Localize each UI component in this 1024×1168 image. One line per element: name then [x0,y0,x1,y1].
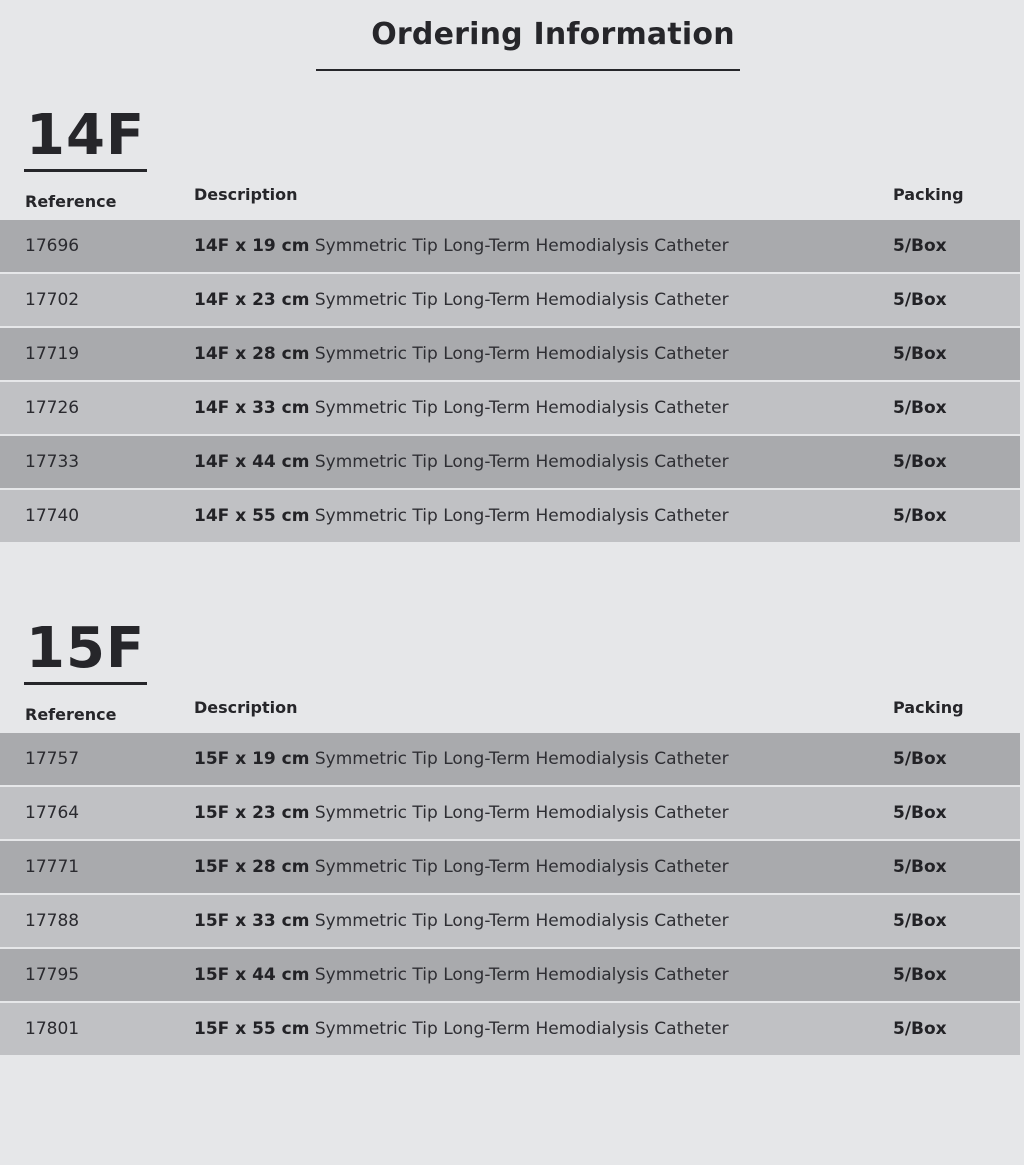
table-row [0,895,1020,947]
column-header-reference: Reference [25,192,117,211]
description-text: Symmetric Tip Long-Term Hemodialysis Catheter [309,1019,729,1039]
table-row [0,841,1020,893]
description-size: 14F x 23 cm [194,290,310,310]
size-heading [24,616,147,685]
description-text: Symmetric Tip Long-Term Hemodialysis Catheter [309,344,729,364]
table-row [0,787,1020,839]
table-header-row [0,185,1024,211]
size-heading-label: 15F [26,616,146,681]
description-size: 14F x 33 cm [194,398,310,418]
table-row [0,274,1020,326]
description-text: Symmetric Tip Long-Term Hemodialysis Catheter [309,911,729,931]
table-row [0,328,1020,380]
description-text: Symmetric Tip Long-Term Hemodialysis Catheter [309,290,729,310]
reference-cell: 17757 [25,749,80,769]
description-size: 14F x 28 cm [194,344,310,364]
reference-cell: 17733 [25,452,80,472]
description-size: 15F x 55 cm [194,1019,310,1039]
packing-cell: 5/Box [893,803,947,823]
packing-cell: 5/Box [893,506,947,526]
table-row [0,220,1020,272]
description-text: Symmetric Tip Long-Term Hemodialysis Catheter [309,749,729,769]
description-cell [194,506,893,526]
packing-cell: 5/Box [893,1019,947,1039]
description-cell [194,749,893,769]
description-cell [194,965,893,985]
description-cell [194,452,893,472]
reference-cell: 17726 [25,398,80,418]
reference-cell: 17795 [25,965,80,985]
reference-cell: 17764 [25,803,80,823]
packing-cell: 5/Box [893,452,947,472]
table-rows [0,733,1020,1055]
page-title: Ordering Information [371,17,735,52]
packing-cell: 5/Box [893,857,947,877]
title-underline [316,69,740,71]
packing-cell: 5/Box [893,911,947,931]
description-size: 15F x 44 cm [194,965,310,985]
description-text: Symmetric Tip Long-Term Hemodialysis Catheter [309,236,729,256]
description-size: 14F x 55 cm [194,506,310,526]
description-text: Symmetric Tip Long-Term Hemodialysis Catheter [309,857,729,877]
packing-cell: 5/Box [893,344,947,364]
reference-cell: 17740 [25,506,80,526]
reference-cell: 17801 [25,1019,80,1039]
table-rows [0,220,1020,542]
description-size: 15F x 33 cm [194,911,310,931]
description-text: Symmetric Tip Long-Term Hemodialysis Catheter [309,803,729,823]
description-cell [194,398,893,418]
column-header-packing: Packing [893,698,964,717]
packing-cell: 5/Box [893,965,947,985]
description-text: Symmetric Tip Long-Term Hemodialysis Catheter [309,965,729,985]
column-header-description: Description [194,698,298,717]
packing-cell: 5/Box [893,749,947,769]
table-row [0,949,1020,1001]
size-heading [24,103,147,172]
packing-cell: 5/Box [893,236,947,256]
description-cell [194,803,893,823]
description-cell [194,236,893,256]
reference-cell: 17702 [25,290,80,310]
reference-cell: 17771 [25,857,80,877]
description-cell [194,857,893,877]
table-header-row [0,698,1024,724]
description-text: Symmetric Tip Long-Term Hemodialysis Catheter [309,452,729,472]
reference-cell: 17696 [25,236,80,256]
size-heading-label: 14F [26,103,146,168]
packing-cell: 5/Box [893,290,947,310]
size-section [0,103,1024,542]
description-cell [194,290,893,310]
description-size: 15F x 23 cm [194,803,310,823]
description-size: 15F x 28 cm [194,857,310,877]
column-header-reference: Reference [25,705,117,724]
table-row [0,1003,1020,1055]
column-header-description: Description [194,185,298,204]
description-text: Symmetric Tip Long-Term Hemodialysis Catheter [309,506,729,526]
description-cell [194,911,893,931]
description-text: Symmetric Tip Long-Term Hemodialysis Catheter [309,398,729,418]
description-cell [194,344,893,364]
description-size: 14F x 44 cm [194,452,310,472]
description-cell [194,1019,893,1039]
packing-cell: 5/Box [893,398,947,418]
size-section [0,616,1024,1055]
table-row [0,490,1020,542]
sections-root [0,103,1024,1055]
column-header-packing: Packing [893,185,964,204]
table-row [0,382,1020,434]
title-block [0,0,1024,71]
description-size: 15F x 19 cm [194,749,310,769]
reference-cell: 17788 [25,911,80,931]
table-row [0,436,1020,488]
table-row [0,733,1020,785]
reference-cell: 17719 [25,344,80,364]
description-size: 14F x 19 cm [194,236,310,256]
